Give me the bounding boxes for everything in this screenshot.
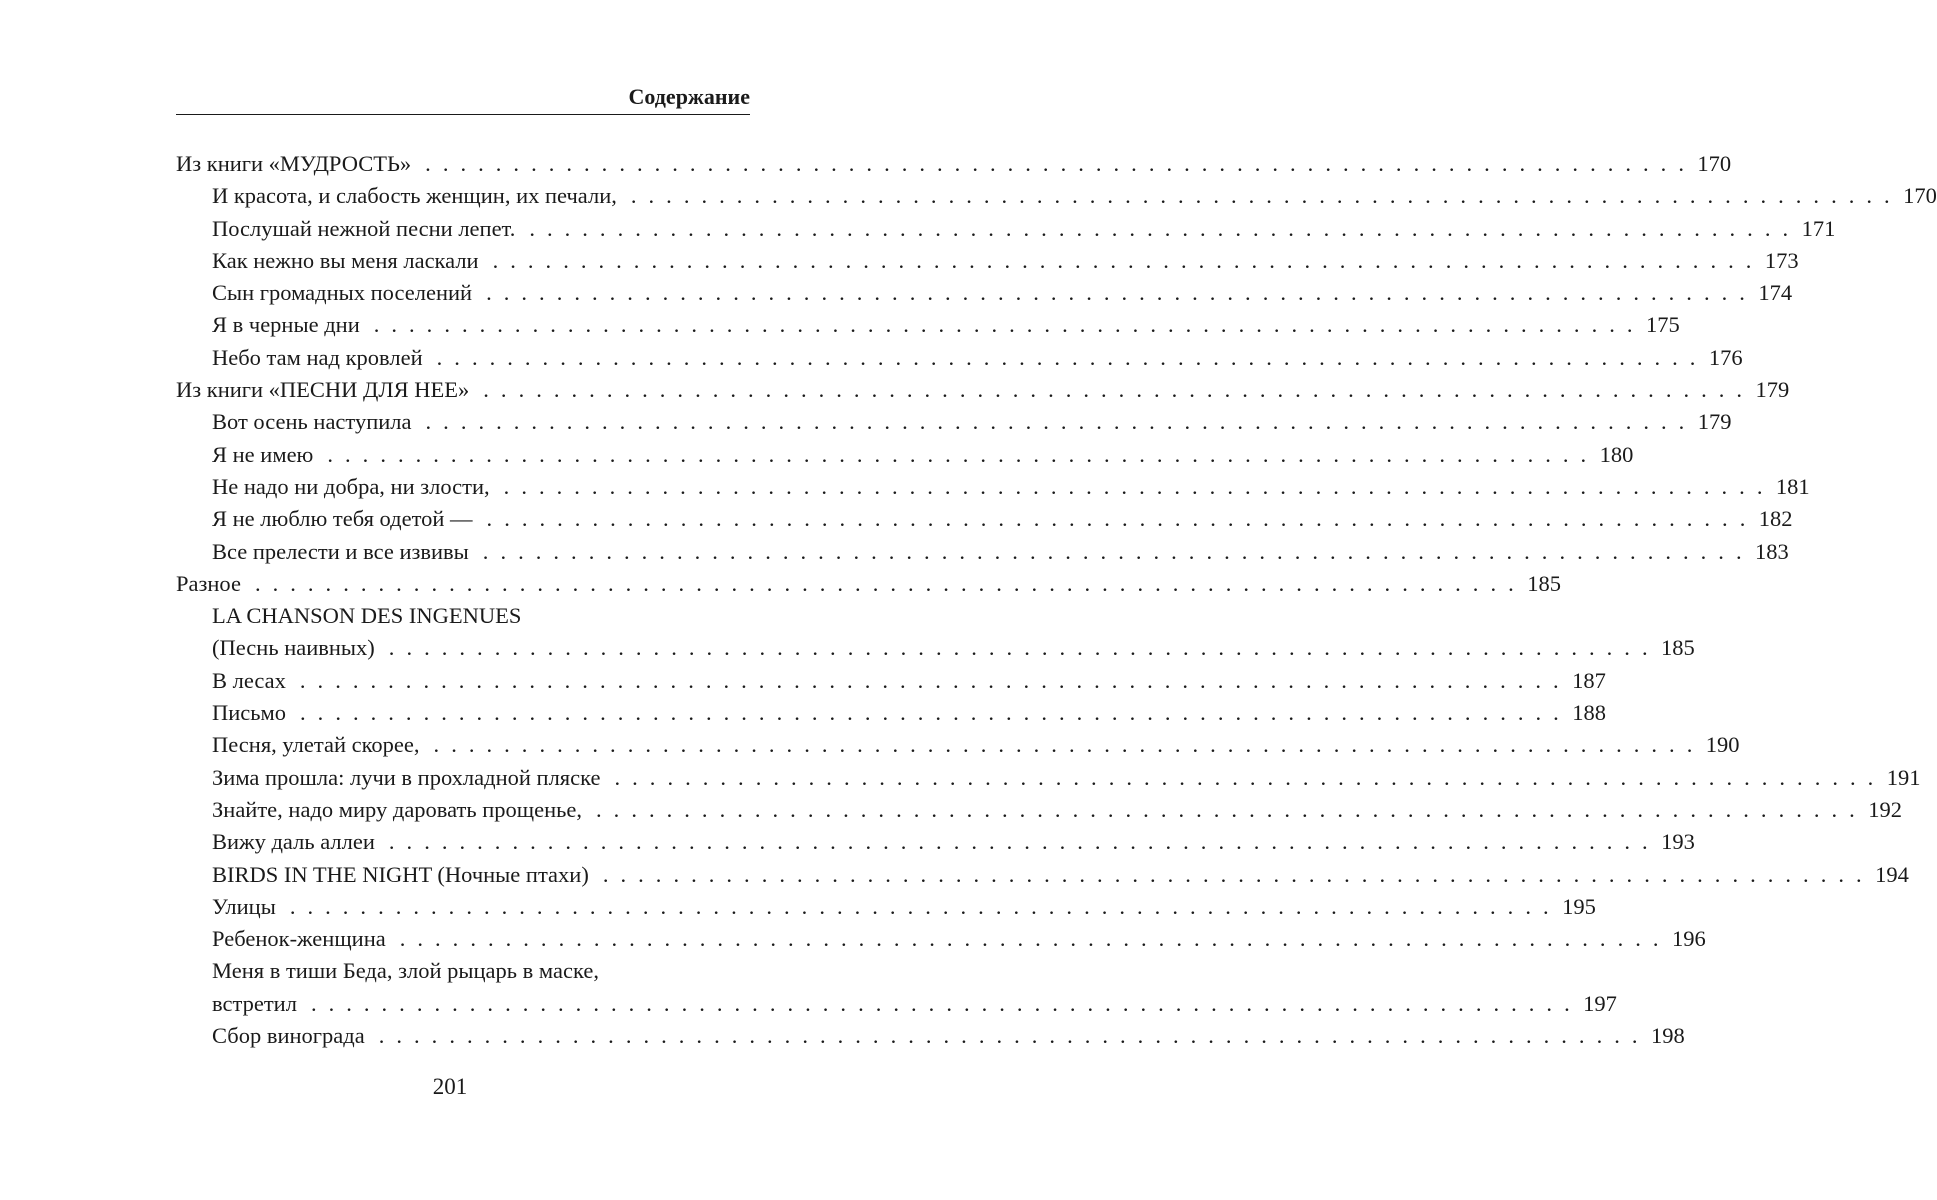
toc-entry-title: Сбор винограда bbox=[212, 1023, 365, 1049]
dot-leader: . . . . . . . . . . . . . . . . . . . . . . . . . . . . . . . . . . . . . . . . . . . . . . . . . . . . . . . . . . . . . . . . . . . . . . . . bbox=[602, 861, 1865, 887]
toc-entry-page: 193 bbox=[1661, 829, 1695, 855]
dot-leader: . . . . . . . . . . . . . . . . . . . . . . . . . . . . . . . . . . . . . . . . . . . . . . . . . . . . . . . . . . . . . . . . . . . . . . . . bbox=[399, 926, 1662, 952]
toc-entry-page: 198 bbox=[1650, 1023, 1685, 1049]
toc-entry bbox=[176, 439, 1634, 471]
dot-leader: . . . . . . . . . . . . . . . . . . . . . . . . . . . . . . . . . . . . . . . . . . . . . . . . . . . . . . . . . . . . . . . . . . . . . . . . bbox=[300, 700, 1563, 726]
toc-entry bbox=[176, 988, 1617, 1020]
toc-entry-title: Я не имею bbox=[212, 441, 314, 467]
toc-entry-title: Меня в тиши Беда, злой рыцарь в маске, bbox=[212, 958, 599, 984]
toc-entry-page: 170 bbox=[1697, 151, 1732, 176]
dot-leader: . . . . . . . . . . . . . . . . . . . . . . . . . . . . . . . . . . . . . . . . . . . . . . . . . . . . . . . . . . . . . . . . . . . . . . . . bbox=[436, 344, 1699, 370]
dot-leader: . . . . . . . . . . . . . . . . . . . . . . . . . . . . . . . . . . . . . . . . . . . . . . . . . . . . . . . . . . . . . . . . . . . . . . . . bbox=[425, 151, 1688, 176]
toc-entry-title: Сын громадных поселений bbox=[212, 280, 473, 306]
dot-leader: . . . . . . . . . . . . . . . . . . . . . . . . . . . . . . . . . . . . . . . . . . . . . . . . . . . . . . . . . . . . . . . . . . . . . . . . bbox=[483, 377, 1746, 403]
toc-entry-title: Песня, улетай скорее, bbox=[212, 732, 420, 758]
toc-entry-title: Из книги «МУДРОСТЬ» bbox=[176, 151, 412, 176]
toc-section-entry bbox=[176, 568, 1561, 600]
toc-entry-title: Улицы bbox=[212, 893, 276, 919]
toc-section-entry bbox=[176, 374, 1790, 406]
toc-entry bbox=[176, 729, 1740, 761]
toc-entry-page: 187 bbox=[1572, 667, 1606, 693]
toc-entry bbox=[176, 859, 1909, 891]
toc-entry-page: 197 bbox=[1583, 990, 1617, 1016]
toc-entry bbox=[176, 471, 1810, 503]
toc-entry bbox=[176, 245, 1799, 277]
toc-entry bbox=[176, 213, 1836, 245]
toc-entry bbox=[176, 891, 1596, 923]
toc-entry bbox=[176, 794, 1903, 826]
dot-leader: . . . . . . . . . . . . . . . . . . . . . . . . . . . . . . . . . . . . . . . . . . . . . . . . . . . . . . . . . . . . . . . . . . . . . . . . bbox=[630, 183, 1893, 209]
toc-entry-page: 183 bbox=[1755, 538, 1789, 564]
dot-leader: . . . . . . . . . . . . . . . . . . . . . . . . . . . . . . . . . . . . . . . . . . . . . . . . . . . . . . . . . . . . . . . . . . . . . . . . bbox=[310, 990, 1573, 1016]
dot-leader: . . . . . . . . . . . . . . . . . . . . . . . . . . . . . . . . . . . . . . . . . . . . . . . . . . . . . . . . . . . . . . . . . . . . . . . . bbox=[486, 280, 1749, 306]
toc-entry bbox=[176, 923, 1706, 955]
toc-entry-page: 179 bbox=[1755, 377, 1790, 403]
toc-entry bbox=[176, 762, 1921, 794]
toc-entry-title: Я в черные дни bbox=[212, 312, 360, 338]
dot-leader: . . . . . . . . . . . . . . . . . . . . . . . . . . . . . . . . . . . . . . . . . . . . . . . . . . . . . . . . . . . . . . . . . . . . . . . . bbox=[503, 473, 1766, 499]
toc-entry bbox=[176, 826, 1695, 858]
toc-entry-title: Небо там над кровлей bbox=[212, 344, 423, 370]
toc-entry bbox=[176, 309, 1680, 341]
dot-leader: . . . . . . . . . . . . . . . . . . . . . . . . . . . . . . . . . . . . . . . . . . . . . . . . . . . . . . . . . . . . . . . . . . . . . . . . bbox=[486, 506, 1749, 532]
toc-entry-page: 185 bbox=[1661, 635, 1695, 661]
toc-entry-title: (Песнь наивных) bbox=[212, 635, 375, 661]
toc-entry-page: 182 bbox=[1758, 506, 1793, 532]
dot-leader: . . . . . . . . . . . . . . . . . . . . . . . . . . . . . . . . . . . . . . . . . . . . . . . . . . . . . . . . . . . . . . . . . . . . . . . . bbox=[492, 247, 1755, 273]
dot-leader: . . . . . . . . . . . . . . . . . . . . . . . . . . . . . . . . . . . . . . . . . . . . . . . . . . . . . . . . . . . . . . . . . . . . . . . . bbox=[327, 441, 1590, 467]
toc-entry-page: 176 bbox=[1708, 344, 1743, 370]
toc-entry-title: Ребенок-женщина bbox=[212, 926, 386, 952]
toc-entry-title: Знайте, надо миру даровать прощенье, bbox=[212, 796, 583, 822]
toc-entry bbox=[176, 955, 742, 987]
toc-entry-title: встретил bbox=[212, 990, 297, 1016]
toc-entry bbox=[176, 536, 1789, 568]
toc-entry-page: 181 bbox=[1775, 473, 1810, 499]
toc-entry bbox=[176, 1020, 1685, 1052]
toc-entry-title: Из книги «ПЕСНИ ДЛЯ НЕЕ» bbox=[176, 377, 470, 403]
toc-entry bbox=[176, 180, 1937, 212]
running-head bbox=[176, 82, 750, 115]
page-number: 201 bbox=[432, 1074, 468, 1099]
dot-leader: . . . . . . . . . . . . . . . . . . . . . . . . . . . . . . . . . . . . . . . . . . . . . . . . . . . . . . . . . . . . . . . . . . . . . . . . bbox=[289, 893, 1552, 919]
toc-entry-page: 179 bbox=[1697, 409, 1732, 435]
toc-entry-page: 171 bbox=[1801, 215, 1836, 241]
toc-entry-title: BIRDS IN THE NIGHT (Ночные птахи) bbox=[212, 861, 589, 887]
toc-entry-title: Я не люблю тебя одетой — bbox=[212, 506, 473, 532]
dot-leader: . . . . . . . . . . . . . . . . . . . . . . . . . . . . . . . . . . . . . . . . . . . . . . . . . . . . . . . . . . . . . . . . . . . . . . . . bbox=[388, 635, 1651, 661]
toc-entry bbox=[176, 665, 1606, 697]
toc-entry-page: 188 bbox=[1572, 700, 1607, 726]
toc-entry bbox=[176, 342, 1743, 374]
toc-entry-title: Не надо ни добра, ни злости, bbox=[212, 473, 490, 499]
table-of-contents bbox=[176, 148, 1937, 1052]
toc-entry-page: 174 bbox=[1758, 280, 1793, 306]
toc-entry-title: Послушай нежной песни лепет. bbox=[212, 215, 516, 241]
toc-entry-page: 185 bbox=[1527, 570, 1561, 596]
dot-leader: . . . . . . . . . . . . . . . . . . . . . . . . . . . . . . . . . . . . . . . . . . . . . . . . . . . . . . . . . . . . . . . . . . . . . . . . bbox=[373, 312, 1636, 338]
toc-entry bbox=[176, 406, 1732, 438]
toc-entry-title: Письмо bbox=[212, 700, 287, 726]
dot-leader: . . . . . . . . . . . . . . . . . . . . . . . . . . . . . . . . . . . . . . . . . . . . . . . . . . . . . . . . . . . . . . . . . . . . . . . . bbox=[388, 829, 1651, 855]
dot-leader: . . . . . . . . . . . . . . . . . . . . . . . . . . . . . . . . . . . . . . . . . . . . . . . . . . . . . . . . . . . . . . . . . . . . . . . . bbox=[425, 409, 1688, 435]
toc-entry-title: Все прелести и все извивы bbox=[212, 538, 469, 564]
toc-entry-page: 196 bbox=[1671, 926, 1706, 952]
toc-entry-page: 191 bbox=[1886, 764, 1921, 790]
toc-entry-page: 190 bbox=[1705, 732, 1740, 758]
toc-entry-page: 194 bbox=[1875, 861, 1909, 887]
toc-entry-title: В лесах bbox=[212, 667, 286, 693]
toc-section-entry bbox=[176, 148, 1732, 180]
toc-entry-title: Как нежно вы меня ласкали bbox=[212, 247, 479, 273]
dot-leader: . . . . . . . . . . . . . . . . . . . . . . . . . . . . . . . . . . . . . . . . . . . . . . . . . . . . . . . . . . . . . . . . . . . . . . . . bbox=[433, 732, 1696, 758]
toc-entry-page: 195 bbox=[1562, 893, 1596, 919]
toc-entry bbox=[176, 503, 1793, 535]
dot-leader: . . . . . . . . . . . . . . . . . . . . . . . . . . . . . . . . . . . . . . . . . . . . . . . . . . . . . . . . . . . . . . . . . . . . . . . . bbox=[482, 538, 1745, 564]
dot-leader: . . . . . . . . . . . . . . . . . . . . . . . . . . . . . . . . . . . . . . . . . . . . . . . . . . . . . . . . . . . . . . . . . . . . . . . . bbox=[378, 1023, 1641, 1049]
dot-leader: . . . . . . . . . . . . . . . . . . . . . . . . . . . . . . . . . . . . . . . . . . . . . . . . . . . . . . . . . . . . . . . . . . . . . . . . bbox=[299, 667, 1562, 693]
toc-entry bbox=[176, 632, 1695, 664]
toc-entry-title: Зима прошла: лучи в прохладной пляске bbox=[212, 764, 601, 790]
toc-entry bbox=[176, 697, 1607, 729]
dot-leader: . . . . . . . . . . . . . . . . . . . . . . . . . . . . . . . . . . . . . . . . . . . . . . . . . . . . . . . . . . . . . . . . . . . . . . . . bbox=[614, 764, 1877, 790]
toc-entry-page: 175 bbox=[1645, 312, 1680, 338]
toc-entry-page: 170 bbox=[1903, 183, 1937, 209]
toc-entry-page: 173 bbox=[1764, 247, 1799, 273]
dot-leader: . . . . . . . . . . . . . . . . . . . . . . . . . . . . . . . . . . . . . . . . . . . . . . . . . . . . . . . . . . . . . . . . . . . . . . . . bbox=[529, 215, 1792, 241]
dot-leader: . . . . . . . . . . . . . . . . . . . . . . . . . . . . . . . . . . . . . . . . . . . . . . . . . . . . . . . . . . . . . . . . . . . . . . . . bbox=[596, 796, 1859, 822]
toc-entry-page: 180 bbox=[1599, 441, 1634, 467]
toc-entry-title: И красота, и слабость женщин, их печали, bbox=[212, 183, 617, 209]
toc-entry-title: Разное bbox=[176, 570, 241, 596]
toc-entry-title: Вот осень наступила bbox=[212, 409, 412, 435]
toc-entry-title: Вижу даль аллеи bbox=[212, 829, 375, 855]
toc-entry bbox=[176, 277, 1793, 309]
running-head-title: Содержание bbox=[628, 84, 750, 109]
toc-entry bbox=[176, 600, 742, 632]
dot-leader: . . . . . . . . . . . . . . . . . . . . . . . . . . . . . . . . . . . . . . . . . . . . . . . . . . . . . . . . . . . . . . . . . . . . . . . . bbox=[254, 570, 1517, 596]
toc-entry-title: LA CHANSON DES INGENUES bbox=[212, 603, 522, 629]
toc-entry-page: 192 bbox=[1868, 796, 1903, 822]
